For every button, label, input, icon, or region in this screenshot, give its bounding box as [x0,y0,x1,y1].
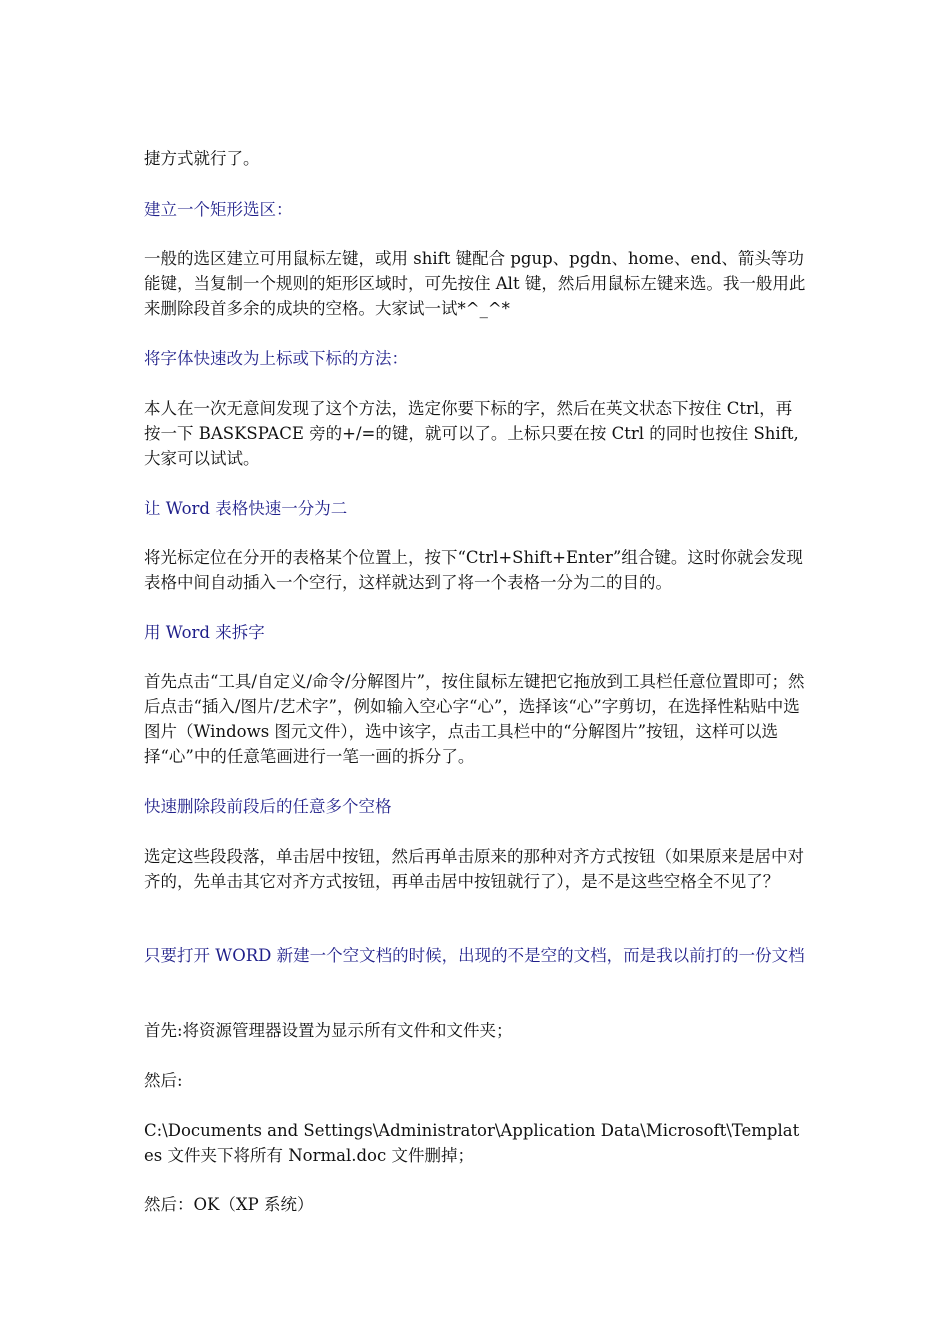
heading-blank-document: 只要打开 WORD 新建一个空文档的时候，出现的不是空的文档，而是我以前打的一份文档 [144,946,805,965]
heading-remove-spaces: 快速删除段前段后的任意多个空格 [144,797,392,816]
paragraph-remove-spaces: 选定这些段段落，单击居中按钮，然后再单击原来的那种对齐方式按钮（如果原来是居中对齐的，先单击其它对齐方式按钮，再单击居中按钮就行了），是不是这些空格全不见了？ [144,847,804,891]
heading-split-table: 让 Word 表格快速一分为二 [144,499,348,518]
paragraph-continuation: 捷方式就行了。 [144,149,260,168]
paragraph-templates-path: C:\Documents and Settings\Administrator\Application Data\Microsoft\Templates 文件夹下将所有 Normal.doc 文件删掉； [144,1121,800,1165]
heading-rectangle-selection: 建立一个矩形选区： [144,200,293,219]
paragraph-superscript-subscript: 本人在一次无意间发现了这个方法，选定你要下标的字，然后在英文状态下按住 Ctrl，再按一下 BASKSPACE 旁的+/=的键，就可以了。上标只要在按 Ctrl 的同时也按住 Shift,大家可以试试。 [144,399,799,468]
heading-superscript-subscript: 将字体快速改为上标或下标的方法： [144,349,408,368]
paragraph-rectangle-selection: 一般的选区建立可用鼠标左键，或用 shift 键配合 pgup、pgdn、home、end、箭头等功能键，当复制一个规则的矩形区域时，可先按住 Alt 键，然后用鼠标左键来选。我一般用此来删除段首多余的成块的空格。大家试一试*^_^* [144,249,806,318]
paragraph-split-table: 将光标定位在分开的表格某个位置上，按下“Ctrl+Shift+Enter”组合键。这时你就会发现表格中间自动插入一个空行，这样就达到了将一个表格一分为二的目的。 [144,548,803,592]
paragraph-step-one: 首先:将资源管理器设置为显示所有文件和文件夹； [144,1021,513,1040]
paragraph-step-two: 然后: [144,1071,183,1090]
heading-split-character: 用 Word 来拆字 [144,623,265,642]
paragraph-step-final: 然后：OK（XP 系统） [144,1195,314,1214]
paragraph-split-character: 首先点击“工具/自定义/命令/分解图片”，按住鼠标左键把它拖放到工具栏任意位置即可；然后点击“插入/图片/艺术字”，例如输入空心字“心”，选择该“心”字剪切，在选择性粘贴中选图片（Windows 图元文件），选中该字，点击工具栏中的“分解图片”按钮，这样可以选择“心”中的任意笔画进行一笔一画的拆分了。 [144,672,805,766]
